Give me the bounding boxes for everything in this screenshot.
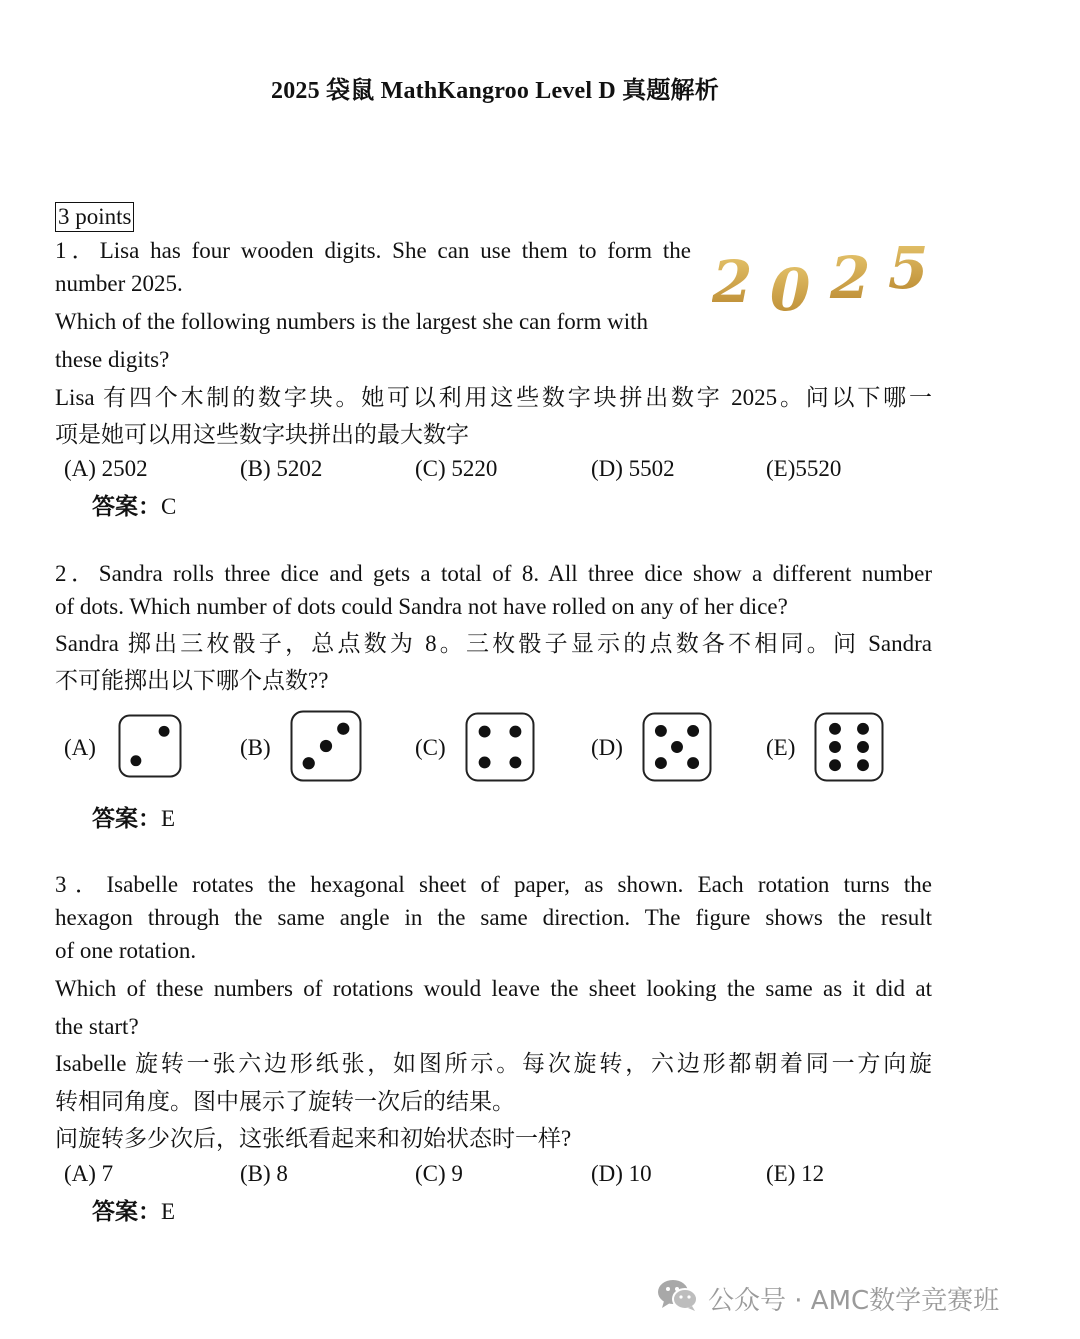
q1-option-e: (E)5520 (766, 456, 842, 481)
q2-answer (92, 804, 175, 834)
q1-answer (92, 492, 176, 522)
q1-option-a: (A) 2502 (64, 456, 148, 481)
q1-text-zh-1: Lisa 有四个木制的数字块。她可以利用这些数字块拼出数字 2025。问以下哪一 (55, 385, 932, 410)
die-b (290, 710, 362, 782)
q3-answer-value: E (161, 1199, 176, 1224)
die-pip (829, 723, 841, 735)
die-face (814, 712, 884, 782)
die-pip (320, 740, 332, 752)
q3-text-en-2: hexagon through the same angle in the same direction. The figure shows the result (55, 905, 932, 930)
q2-option-label-d: (D) (591, 735, 623, 760)
watermark (656, 1278, 999, 1318)
die-pip (509, 756, 521, 768)
q1-text-zh-2: 项是她可以用这些数字块拼出的最大数字 (55, 422, 469, 447)
q3-option-d: (D) 10 (591, 1161, 652, 1186)
q3-answer-label: 答案： (92, 1199, 161, 1224)
die-pip (687, 757, 699, 769)
die-pip (509, 726, 521, 738)
q1-option-d: (D) 5502 (591, 456, 675, 481)
die-e (814, 712, 884, 782)
q1-option-c: (C) 5220 (415, 456, 498, 481)
q3-text-zh-2: 转相同角度。图中展示了旋转一次后的结果。 (55, 1089, 515, 1114)
die-face (465, 712, 535, 782)
decorative-digit: 0 (770, 256, 811, 318)
q2-answer-value: E (161, 806, 176, 831)
die-pip (303, 757, 315, 769)
q3-text-en-4: Which of these numbers of rotations would leave the sheet looking the same as it did at (55, 976, 932, 1001)
decorative-2025-graphic (712, 238, 942, 318)
q1-text-en-3: Which of the following numbers is the largest she can form with (55, 309, 648, 334)
watermark-text: 公众号 · AMC数学竞赛班 (708, 1285, 1000, 1316)
q2-text-zh-1: Sandra 掷出三枚骰子，总点数为 8。三枚骰子显示的点数各不相同。问 Sandra (55, 631, 932, 656)
q3-text-en-3: of one rotation. (55, 938, 197, 963)
die-pip (337, 723, 349, 735)
die-pip (159, 726, 170, 737)
die-c (465, 712, 535, 782)
q3-text-zh-3: 问旋转多少次后，这张纸看起来和初始状态时一样? (55, 1126, 572, 1151)
q3-text-en-5: the start? (55, 1014, 139, 1039)
die-pip (857, 741, 869, 753)
die-face (642, 712, 712, 782)
q3-option-b: (B) 8 (240, 1161, 288, 1186)
die-pip (479, 726, 491, 738)
q2-option-label-b: (B) (240, 735, 271, 760)
q3-text-zh-1: Isabelle 旋转一张六边形纸张，如图所示。每次旋转，六边形都朝着同一方向旋 (55, 1051, 932, 1076)
die-pip (857, 723, 869, 735)
q3-option-a: (A) 7 (64, 1161, 114, 1186)
die-outline (816, 714, 883, 781)
decorative-digit: 5 (888, 238, 929, 302)
q1-text-en-1: 1．Lisa has four wooden digits. She can use them to form the (55, 238, 691, 263)
wechat-icon (656, 1277, 700, 1320)
q1-option-b: (B) 5202 (240, 456, 323, 481)
die-pip (479, 756, 491, 768)
decorative-digit: 2 (712, 248, 753, 316)
q3-text-en-1: 3．Isabelle rotates the hexagonal sheet of paper, as shown. Each rotation turns the (55, 872, 932, 897)
page-title: 2025 袋鼠 MathKangroo Level D 真题解析 (271, 78, 719, 104)
q2-option-label-a: (A) (64, 735, 96, 760)
die-pip (687, 725, 699, 737)
die-pip (130, 755, 141, 766)
die-pip (857, 759, 869, 771)
q3-answer (92, 1197, 175, 1227)
die-pip (655, 725, 667, 737)
die-pip (671, 741, 683, 753)
q2-text-en-2: of dots. Which number of dots could Sandra not have rolled on any of her dice? (55, 594, 788, 619)
q2-text-en-1: 2．Sandra rolls three dice and gets a total of 8. All three dice show a different number (55, 561, 932, 586)
die-a (118, 714, 182, 778)
q2-option-label-c: (C) (415, 735, 446, 760)
q1-answer-value: C (161, 494, 177, 519)
die-face (118, 714, 182, 778)
die-pip (829, 741, 841, 753)
q2-option-label-e: (E) (766, 735, 796, 760)
q3-option-c: (C) 9 (415, 1161, 463, 1186)
decorative-digit: 2 (830, 244, 871, 312)
die-pip (655, 757, 667, 769)
q1-answer-label: 答案： (92, 494, 161, 519)
q1-text-en-2: number 2025. (55, 271, 183, 296)
q1-text-en-4: these digits? (55, 347, 170, 372)
q2-answer-label: 答案： (92, 806, 161, 831)
die-d (642, 712, 712, 782)
die-pip (829, 759, 841, 771)
die-face (290, 710, 362, 782)
q3-option-e: (E) 12 (766, 1161, 825, 1186)
die-outline (120, 716, 181, 777)
die-outline (467, 714, 534, 781)
q2-text-zh-2: 不可能掷出以下哪个点数?? (55, 668, 329, 693)
points-label: 3 points (55, 202, 134, 232)
